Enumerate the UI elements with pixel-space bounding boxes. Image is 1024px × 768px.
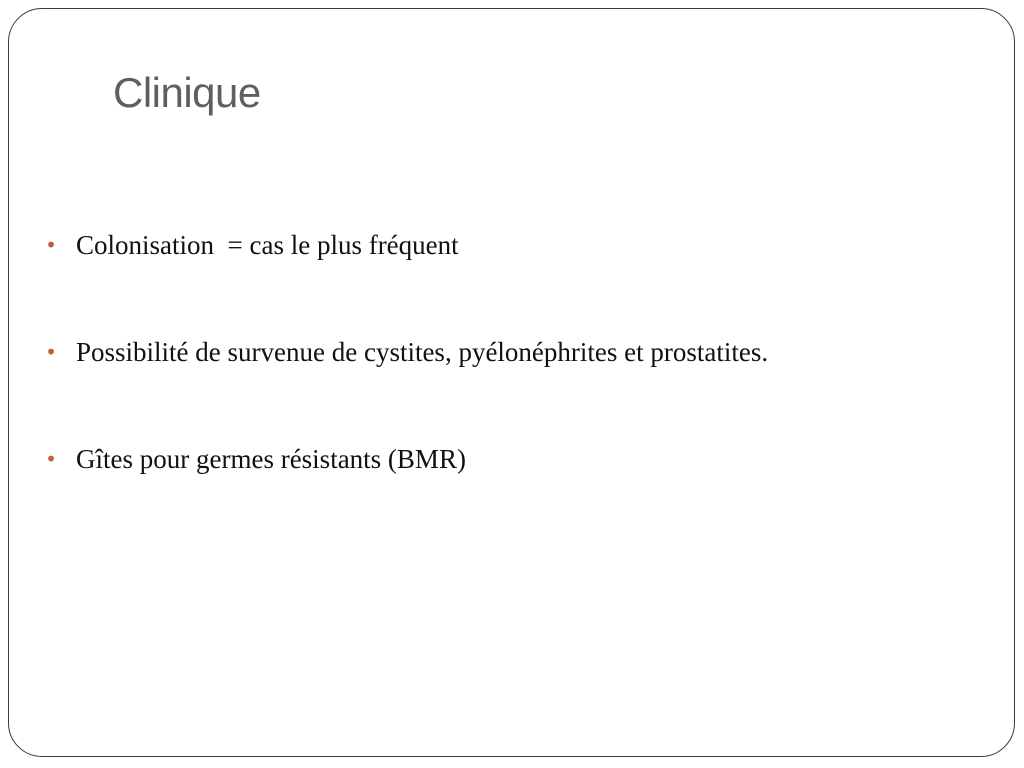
bullet-dot-icon: • (45, 233, 57, 257)
bullet-item (44, 335, 974, 369)
bullet-list (44, 228, 974, 549)
bullet-dot-icon: • (45, 447, 57, 471)
bullet-text: Gîtes pour germes résistants (BMR) (76, 444, 466, 474)
slide-title: Clinique (113, 69, 261, 116)
bullet-text: Possibilité de survenue de cystites, pyélonéphrites et prostatites. (76, 337, 769, 367)
bullet-dot-icon: • (45, 340, 57, 364)
bullet-text: Colonisation = cas le plus fréquent (76, 230, 459, 260)
bullet-item (44, 228, 974, 262)
bullet-item (44, 442, 974, 476)
